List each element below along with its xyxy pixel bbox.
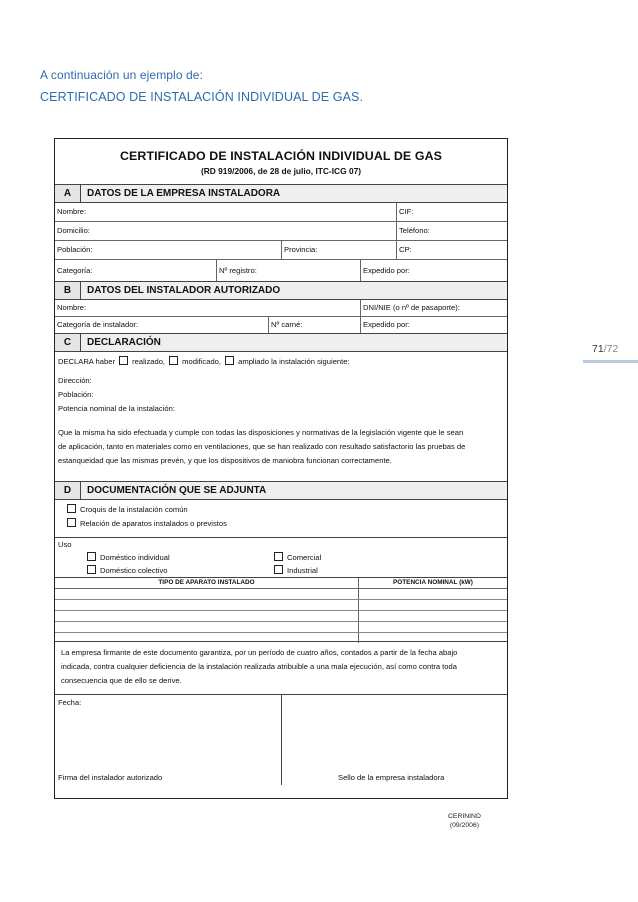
field-poblacion[interactable]: Población:	[58, 390, 94, 399]
croquis-label: Croquis de la instalación común	[80, 505, 188, 514]
intro-heading: CERTIFICADO DE INSTALACIÓN INDIVIDUAL DE GAS.	[40, 90, 364, 104]
row-poblacion-provincia-cp	[55, 241, 507, 260]
field-empresa-cif[interactable]: CIF:	[399, 207, 414, 216]
field-instalador-dni[interactable]: DNI/NIE (o nº de pasaporte):	[363, 303, 460, 312]
cell-tipo[interactable]	[55, 600, 359, 610]
section-title: DECLARACIÓN	[87, 337, 161, 348]
section-letter: D	[55, 482, 81, 499]
installer-signature-box[interactable]	[55, 695, 282, 785]
row-nombre-cif	[55, 203, 507, 222]
section-b-header	[55, 282, 507, 300]
row-instalador-nombre-dni	[55, 300, 507, 317]
section-letter: B	[55, 282, 81, 299]
certificate-form	[54, 138, 508, 799]
industrial-label: Industrial	[287, 566, 318, 575]
relacion-checkbox[interactable]	[67, 518, 76, 527]
section-c-header	[55, 334, 507, 352]
modificado-label: modificado,	[182, 357, 222, 366]
col-tipo-aparato: TIPO DE APARATO INSTALADO	[55, 578, 359, 588]
form-title: CERTIFICADO DE INSTALACIÓN INDIVIDUAL DE GAS	[120, 149, 442, 163]
domestico-individual-label: Doméstico individual	[100, 553, 170, 562]
form-code-date: (09/2006)	[449, 822, 479, 829]
appliances-table-header	[55, 578, 507, 589]
cell-potencia[interactable]	[359, 622, 507, 632]
field-empresa-expedido[interactable]: Expedido por:	[363, 266, 410, 275]
section-title: DATOS DE LA EMPRESA INSTALADORA	[87, 188, 281, 199]
table-row	[55, 611, 507, 622]
domestico-individual-checkbox[interactable]	[87, 552, 96, 561]
guarantee-line: La empresa firmante de este documento garantiza, por un período de cuatro años, contados a partir de la fecha abajo	[61, 648, 458, 657]
cell-tipo[interactable]	[55, 622, 359, 632]
modificado-checkbox[interactable]	[169, 356, 178, 365]
section-letter: C	[55, 334, 81, 351]
declaration-paragraph	[58, 426, 503, 468]
field-empresa-cp[interactable]: CP:	[399, 245, 412, 254]
croquis-option	[65, 504, 188, 514]
appliances-table	[55, 578, 507, 642]
documentation-block	[55, 500, 507, 538]
field-instalador-carne[interactable]: Nº carné:	[269, 317, 361, 333]
realizado-label: realizado,	[132, 357, 166, 366]
cell-tipo[interactable]	[55, 611, 359, 621]
field-instalador-expedido[interactable]: Expedido por:	[363, 320, 410, 329]
field-empresa-nombre[interactable]: Nombre:	[55, 203, 397, 221]
industrial-option	[272, 565, 318, 575]
section-d-header	[55, 482, 507, 500]
field-empresa-categoria[interactable]: Categoría:	[55, 260, 217, 281]
guarantee-paragraph	[61, 646, 499, 688]
domestico-colectivo-label: Doméstico colectivo	[100, 566, 168, 575]
table-row	[55, 600, 507, 611]
company-stamp-box[interactable]	[282, 695, 507, 785]
sello-label: Sello de la empresa instaladora	[338, 773, 445, 782]
domestico-colectivo-checkbox[interactable]	[87, 565, 96, 574]
field-instalador-categoria[interactable]: Categoría de instalador:	[55, 317, 269, 333]
row-instalador-categoria	[55, 317, 507, 334]
cell-tipo[interactable]	[55, 589, 359, 599]
field-empresa-domicilio[interactable]: Domicilio:	[55, 222, 397, 240]
field-potencia[interactable]: Potencia nominal de la instalación:	[58, 404, 175, 413]
relacion-label: Relación de aparatos instalados o previstos	[80, 519, 227, 528]
page-total: 72	[606, 343, 619, 355]
section-title: DATOS DEL INSTALADOR AUTORIZADO	[87, 285, 281, 296]
comercial-checkbox[interactable]	[274, 552, 283, 561]
declara-line	[58, 356, 350, 366]
declaration-line: de aplicación, tanto en materiales como en ventilaciones, que se han realizado con resultado satisfactorio las pruebas de	[58, 442, 466, 451]
field-empresa-provincia[interactable]: Provincia:	[282, 241, 397, 259]
declaration-block	[55, 352, 507, 482]
page-current: 71	[592, 343, 604, 355]
field-direccion[interactable]: Dirección:	[58, 376, 92, 385]
form-header	[55, 139, 507, 185]
declara-label: DECLARA haber	[58, 357, 115, 366]
page-counter	[592, 343, 618, 355]
domestico-individual-option	[85, 552, 170, 562]
uso-label: Uso	[58, 540, 72, 549]
section-a-header	[55, 185, 507, 203]
field-instalador-nombre[interactable]: Nombre:	[55, 300, 361, 316]
row-domicilio-telefono	[55, 222, 507, 241]
form-subtitle: (RD 919/2006, de 28 de julio, ITC-ICG 07)	[200, 166, 362, 176]
cell-potencia[interactable]	[359, 600, 507, 610]
ampliado-checkbox[interactable]	[225, 356, 234, 365]
ampliado-label: ampliado la instalación siguiente:	[238, 357, 350, 366]
cell-potencia[interactable]	[359, 589, 507, 599]
col-potencia-nominal: POTENCIA NOMINAL (kW)	[393, 579, 473, 586]
firma-label: Firma del instalador autorizado	[58, 773, 163, 782]
guarantee-line: consecuencia que de ello se derive.	[61, 676, 182, 685]
guarantee-line: indicada, contra cualquier deficiencia de la instalación realizada atribuible a una mala ejecución, así como contra toda	[61, 662, 457, 671]
field-empresa-registro[interactable]: Nº registro:	[217, 260, 361, 281]
form-code-id: CERININD	[448, 813, 481, 820]
section-letter: A	[55, 185, 81, 202]
comercial-label: Comercial	[287, 553, 322, 562]
uso-block	[55, 538, 507, 578]
table-row	[55, 622, 507, 633]
relacion-option	[65, 518, 227, 528]
page-progress-bar	[583, 360, 638, 363]
fecha-label: Fecha:	[58, 698, 82, 707]
domestico-colectivo-option	[85, 565, 168, 575]
table-row	[55, 589, 507, 600]
declaration-line: Que la misma ha sido efectuada y cumple con todas las disposiciones y normativas de la legislación vigente que le sean	[58, 428, 464, 437]
field-empresa-telefono[interactable]: Teléfono:	[399, 226, 430, 235]
row-categoria-registro	[55, 260, 507, 282]
cell-potencia[interactable]	[359, 611, 507, 621]
croquis-checkbox[interactable]	[67, 504, 76, 513]
guarantee-block	[55, 642, 507, 695]
field-empresa-poblacion[interactable]: Población:	[55, 241, 282, 259]
industrial-checkbox[interactable]	[274, 565, 283, 574]
signature-area	[55, 695, 507, 785]
declaration-line: estanqueidad que las mismas prevén, y que los dispositivos de maniobra funcionan correctamente.	[58, 456, 392, 465]
page-separator: /	[603, 343, 607, 355]
section-title: DOCUMENTACIÓN QUE SE ADJUNTA	[87, 485, 267, 496]
intro-text: A continuación un ejemplo de:	[40, 68, 204, 82]
realizado-checkbox[interactable]	[119, 356, 128, 365]
form-code	[448, 812, 481, 830]
comercial-option	[272, 552, 321, 562]
